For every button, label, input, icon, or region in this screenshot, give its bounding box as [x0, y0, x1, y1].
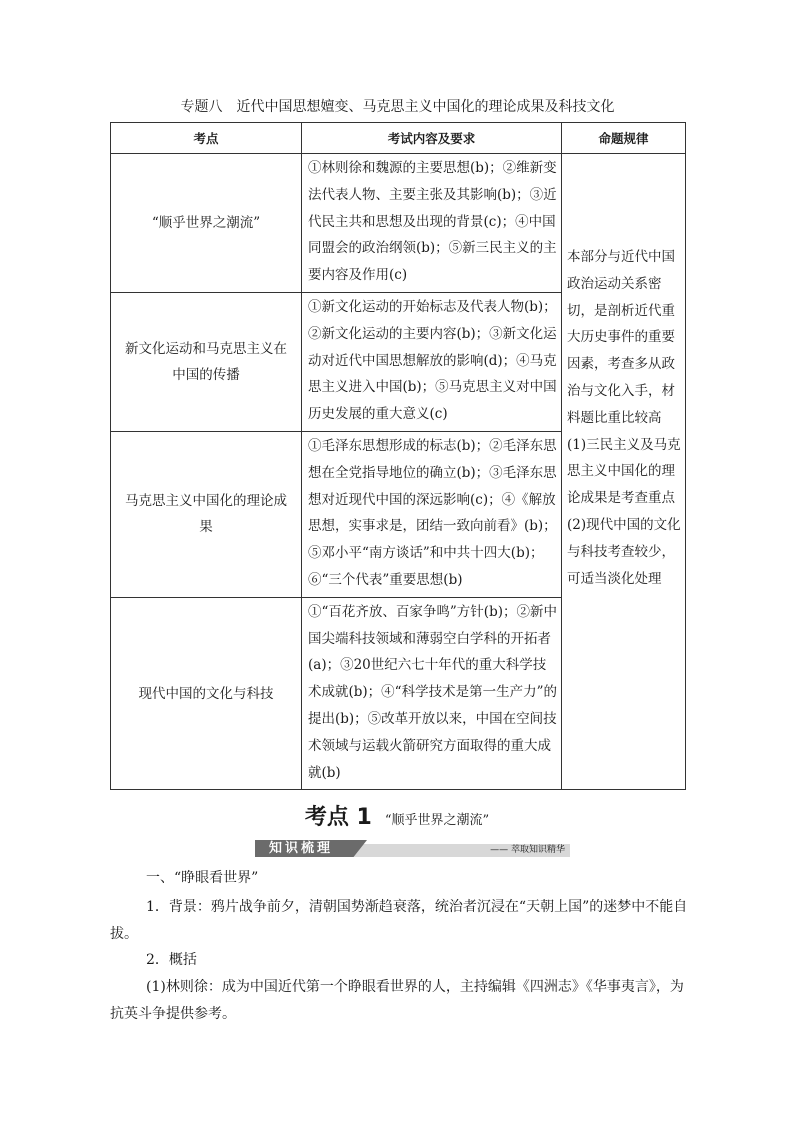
- table-header-row: [111, 123, 686, 154]
- content-cell: ①“百花齐放、百家争鸣”方针(b)；②新中国尖端科技领域和薄弱空白学科的开拓者(a)；③20世纪六七十年代的重大科学技术成就(b)；④“科学技术是第一生产力”的提出(b)；⑤改革开放以来，中国在空间技术领域与运载火箭研究方面取得的重大成就(b): [302, 597, 562, 790]
- kaodian-subtitle: “顺乎世界之潮流”: [384, 813, 490, 828]
- table-row: [111, 154, 686, 293]
- exam-table: [110, 122, 686, 790]
- header-rule: 命题规律: [562, 123, 686, 154]
- topic-cell: 新文化运动和马克思主义在中国的传播: [111, 292, 302, 431]
- banner-label: 知识梳理: [269, 841, 334, 856]
- content-cell: ①新文化运动的开始标志及代表人物(b)；②新文化运动的主要内容(b)；③新文化运动对近代中国思想解放的影响(d)；④马克思主义进入中国(b)；⑤马克思主义对中国历史发展的重大意义(c): [302, 292, 562, 431]
- paragraph-summary-heading: 2．概括: [146, 952, 197, 968]
- content-cell: ①毛泽东思想形成的标志(b)；②毛泽东思想在全党指导地位的确立(b)；③毛泽东思想对近现代中国的深远影响(c)；④《解放思想，实事求是，团结一致向前看》(b)；⑤邓小平“南方谈话”和中共十四大(b)；⑥“三个代表”重要思想(b): [302, 431, 562, 597]
- banner-tag: —— 萃取知识精华: [490, 845, 565, 855]
- topic-cell: “顺乎世界之潮流”: [111, 154, 302, 293]
- section-heading: 一、“睁眼看世界”: [146, 870, 259, 886]
- topic-cell: 现代中国的文化与科技: [111, 597, 302, 790]
- rule-text: 本部分与近代中国政治运动关系密切，是剖析近代重大历史事件的重要因素，考查多从政治与文化入手，材料题比重比较高 (1)三民主义及马克思主义中国化的理论成果是考查重点 (2)现代中国的文化与科技考查较少，可适当淡化处理: [567, 249, 681, 587]
- header-content: 考试内容及要求: [302, 123, 562, 154]
- kaodian-number: 考点 1: [304, 805, 372, 830]
- topic-cell: 马克思主义中国化的理论成果: [111, 431, 302, 597]
- header-topic: 考点: [111, 123, 302, 154]
- paragraph-background: 1．背景：鸦片战争前夕，清朝国势渐趋衰落，统治者沉浸在“天朝上国”的迷梦中不能自拔。: [110, 899, 688, 942]
- kaodian-heading: [0, 800, 794, 831]
- page-title: 专题八 近代中国思想嬗变、马克思主义中国化的理论成果及科技文化: [180, 99, 615, 115]
- rule-cell: [562, 154, 686, 790]
- paragraph-linzexu: (1)林则徐：成为中国近代第一个睁眼看世界的人，主持编辑《四洲志》《华事夷言》，为抗英斗争提供参考。: [110, 979, 684, 1022]
- section-banner: [255, 840, 570, 857]
- content-cell: ①林则徐和魏源的主要思想(b)；②维新变法代表人物、主要主张及其影响(b)；③近代民主共和思想及出现的背景(c)；④中国同盟会的政治纲领(b)；⑤新三民主义的主要内容及作用(c): [302, 154, 562, 293]
